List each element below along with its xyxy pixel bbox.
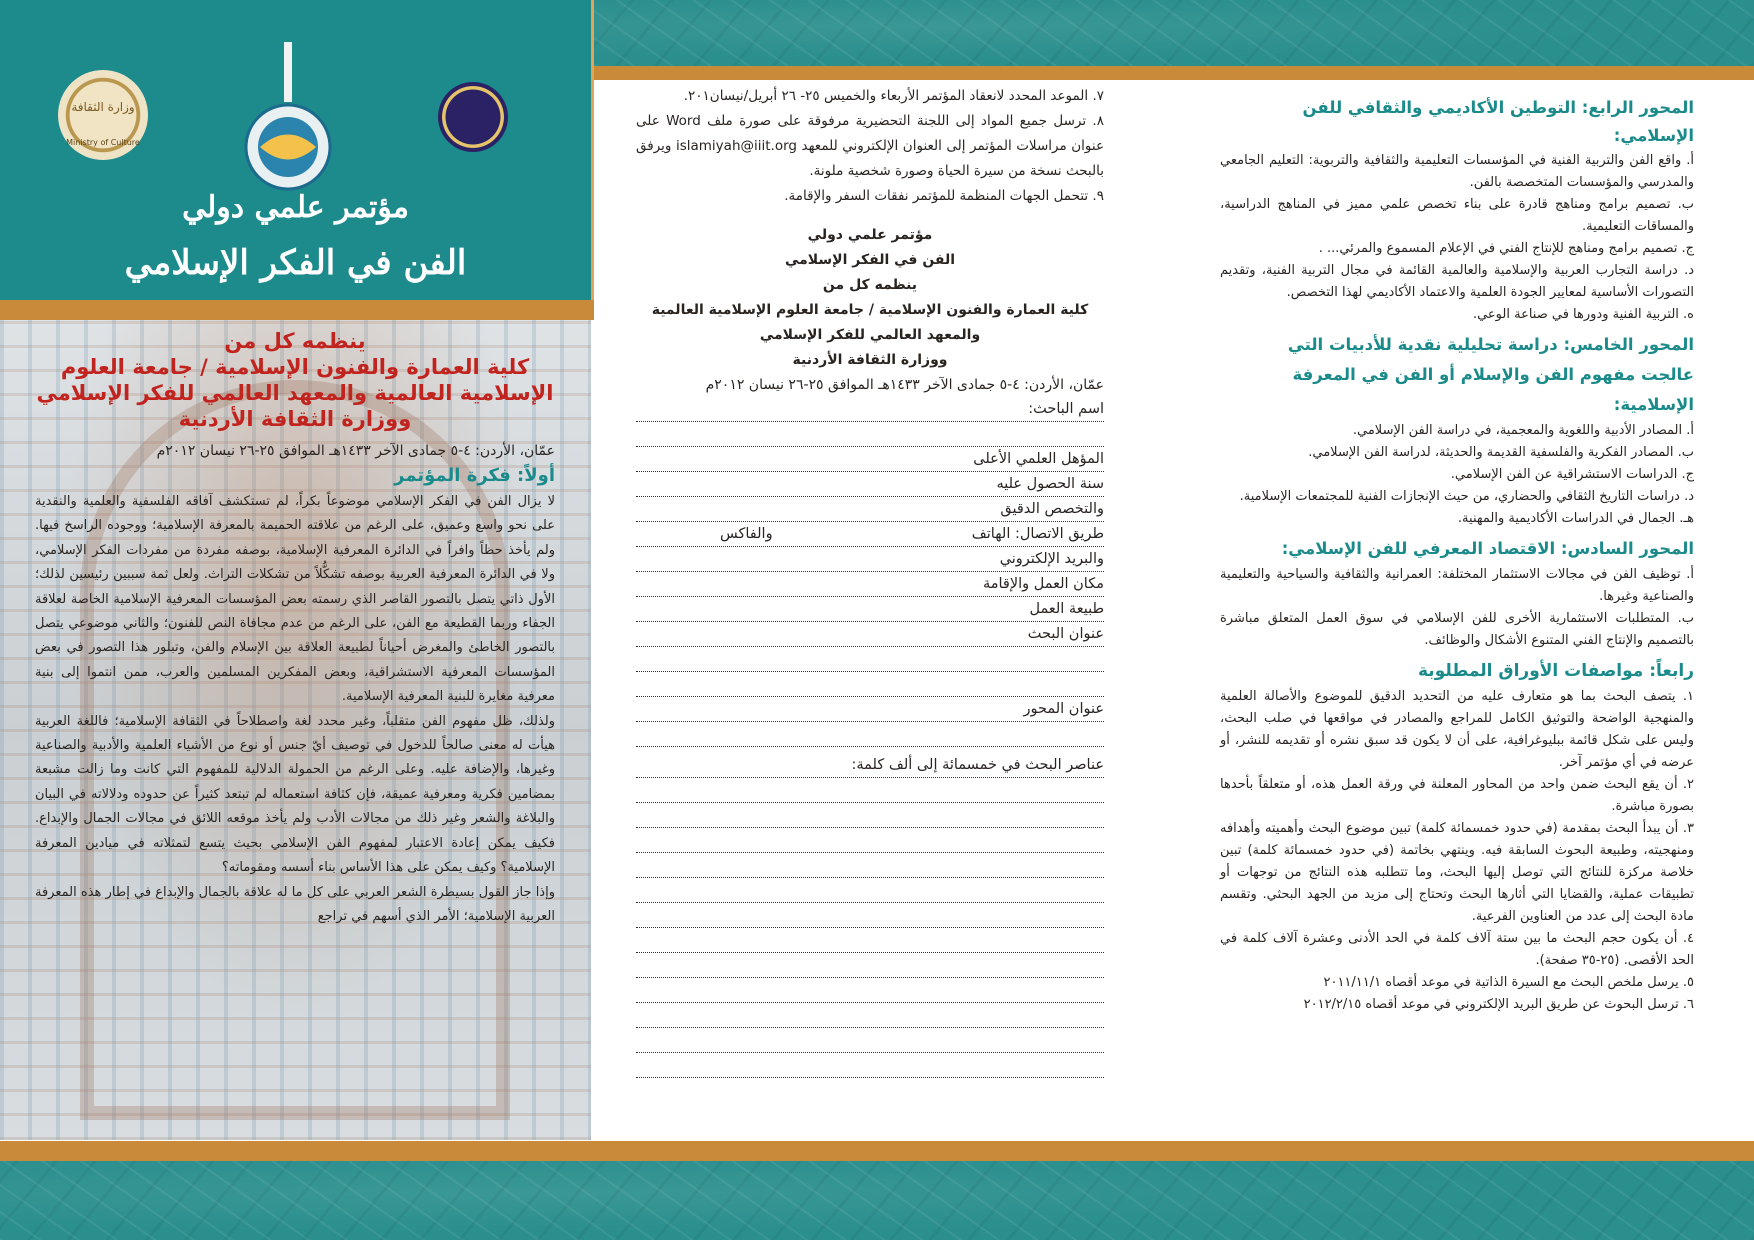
idea-heading: أولاً: فكرة المؤتمر [394,465,555,486]
form-row-specialty[interactable] [636,499,1104,524]
iiit-logo [240,42,336,192]
form-row-blank[interactable] [636,830,1104,855]
papers-item-6: ٦. ترسل البحوث عن طريق البريد الإلكتروني في موعد أقصاه ٢٠١٢/٢/١٥ [1303,997,1694,1012]
registration-form [636,399,1104,1080]
organizers-heading: ينظمه كل من [224,329,366,353]
cover-title-2: الفن في الفكر الإسلامي [124,243,467,283]
papers-item-3: ٣. أن يبدأ البحث بمقدمة (في حدود خمسمائة كلمة) تبين موضوع البحث وأهميته وأهدافه ومنهجيته، وطبيعة البحوث السابقة فيه. وينتهي بخاتمة (في حدود خمسمائة كلمة) تبين خلاصة مركزة للنتائج التي توصل إليها البحث، وما تتطلبه هذه النتائج من توجهات أو تطبيقات عملية، والقضايا التي أثارها البحث وتحتاج إلى مزيد من الجهد البحثي. وتقسم مادة البحث إلى عدد من العناوين الفرعية. [1220,821,1694,924]
cover-title-1: مؤتمر علمي دولي [182,190,409,225]
form-label-year: سنة الحصول عليه [992,476,1104,492]
right-column [1220,94,1694,1016]
form-row-blank[interactable] [636,805,1104,830]
form-label-title: عنوان البحث [1024,626,1104,642]
form-block-heading [636,223,1104,373]
form-row-blank[interactable] [636,955,1104,980]
item-9: ٩. تتحمل الجهات المنظمة للمؤتمر نفقات السفر والإقامة. [784,188,1104,204]
form-block-line-4: كلية العمارة والفنون الإسلامية / جامعة العلوم الإسلامية العالمية [651,302,1089,318]
papers-item-1: ١. يتصف البحث بما هو متعارف عليه من التحديد الدقيق للموضوع والأصالة العلمية والمنهجية الواضحة والتوثيق الكامل للمراجع والمصادر في مواقعها في صلب البحث، وليس على شكل قائمة ببليوغرافية، على أن لا يكون قد سبق نشره أو تقديمه للنشر، أو عرضه في أي مؤتمر آخر. [1220,689,1694,770]
idea-paragraph-1: لا يزال الفن في الفكر الإسلامي موضوعاً بكراً، لم تستكشف آفاقه الفلسفية والعلمية والنقدية على نحو واسع وعميق، على الرغم من علاقته الحميمة بالمعرفة الإسلامية؛ ووجوده الراسخ فيها. ولم يأخذ حظاً وافراً في الدائرة المعرفية الإسلامية، بوصفه مفردة من مفردات الفكر الإسلامي، ولا في الدائرة المعرفية العربية بوصفه تشكُّلاً من تشكلات التراث. ولعل ثمة سببين رئيسين لذلك؛ الأول ذاتي يتصل بالتصور القاصر الذي رسمته بعض المؤسسات المعرفية الإسلامية الخاصة لعلاقة الجفاء وربما القطيعة مع الفن، على الرغم من عدم مجافاة النص للفنون؛ والثاني موضوعي يتصل بالتصور الخاطئ والمغرض أحياناً لطبيعة العلاقة بين الإسلام والفن، وتبلور هذا التصور في بعض المؤسسات المعرفية الاستشراقية، وبعض المفكرين المسلمين والعرب، ممن انتموا إلى بنية معرفية مغايرة للبنية المعرفية الإسلامية. [35,494,555,705]
axis4-title: المحور الرابع: التوطين الأكاديمي والثقافي للفن الإسلامي: [1302,98,1694,145]
form-row-email[interactable] [636,549,1104,574]
bottom-orange-strip [0,1141,1754,1161]
form-row-elements[interactable] [636,755,1104,780]
form-row-blank[interactable] [636,1030,1104,1055]
axis5-item-d: د. دراسات التاريخ الثقافي والحضاري، من حيث الإنجازات الفنية للمجتمعات الإسلامية. [1239,489,1694,504]
form-block-line-5: والمعهد العالمي للفكر الإسلامي [759,327,981,343]
form-row-blank[interactable] [636,724,1104,749]
axis5-title-2: عالجت مفهوم الفن والإسلام أو الفن في المعرفة الإسلامية: [1292,365,1694,414]
top-orange-strip [594,66,1754,80]
organizers-line-2: الإسلامية العالمية والمعهد العالمي للفكر الإسلامي [36,381,554,405]
form-row-blank[interactable] [636,1005,1104,1030]
axis5-item-b: ب. المصادر الفكرية والفلسفية القديمة والحديثة، لدراسة الفن الإسلامي. [1308,445,1694,460]
axis5-item-e: هـ. الجمال في الدراسات الأكاديمية والمهنية. [1457,511,1694,526]
axis4-item-d: د. دراسة التجارب العربية والإسلامية والعالمية القائمة في مجال التربية الفنية، وتقديم التصورات الأساسية لمعايير الجودة العلمية والاعتماد الأكاديمي لهذا التخصص. [1220,263,1694,300]
form-row-year[interactable] [636,474,1104,499]
organizers-line-3: ووزارة الثقافة الأردنية [178,407,412,431]
form-label-name: اسم الباحث: [1024,401,1104,417]
university-logo [438,82,508,152]
left-orange-divider [0,300,594,320]
form-row-blank[interactable] [636,905,1104,930]
form-row-blank[interactable] [636,930,1104,955]
cover-header [0,0,594,300]
axis4-item-b: ب. تصميم برامج ومناهج قادرة على بناء تخصص علمي مميز في المناهج الدراسية، والمساقات التعليمية. [1220,197,1694,234]
idea-paragraph-2: ولذلك، ظل مفهوم الفن متقلباً، وغير محدد لغة واصطلاحاً في الثقافة الإسلامية؛ فاللغة العربية هيأت له معنى صالحاً للدخول في توصيف أيّ جنس أو نوع من الأشياء العلمية والأدبية والصناعية وغيرها، والإضافة عليه. وعلى الرغم من الحمولة الدلالية للمفهوم التي كانت وما زالت مشبعة بمضامين فكرية ومعرفية عميقة، فإن كثافة استعماله لم تبتعد كثيراً عن حدوده ودلالاته في البيان والبلاغة والشعر وغير ذلك من مجالات الأدب ولم يأخذ موقعه اللائق في مجالات الجمال والإبداع. فكيف يمكن إعادة الاعتبار لمفهوم الفن الإسلامي بحيث يتسع لتمثلاته في ميادين المعرفة الإسلامية؟ وكيف يمكن على هذا الأساس بناء أسسه ومقوماته؟ [35,713,555,876]
form-row-blank[interactable] [636,780,1104,805]
form-label-elements: عناصر البحث في خمسمائة إلى ألف كلمة: [848,757,1104,773]
form-block-line-1: مؤتمر علمي دولي [807,227,933,243]
papers-item-2: ٢. أن يقع البحث ضمن واحد من المحاور المعلنة في ورقة العمل هذه، أو متعلقاً بأحدها بصورة مباشرة. [1220,777,1694,814]
form-label-email: والبريد الإلكتروني [996,551,1104,567]
item-8: ٨. ترسل جميع المواد إلى اللجنة التحضيرية مرفوقة على صورة ملف Word على عنوان مراسلات المؤتمر إلى العنوان الإلكتروني للمعهد islamiyah@iiit.org ويرفق بالبحث نسخة من سيرة الحياة وصورة شخصية ملونة. [636,113,1105,179]
form-label-work-nature: طبيعة العمل [1026,601,1104,617]
form-row-blank[interactable] [636,980,1104,1005]
idea-paragraph-3: وإذا جاز القول بسيطرة الشعر العربي على كل ما له علاقة بالجمال والإبداع في إطار هذه المعرفة العربية الإسلامية؛ الأمر الذي أسهم في تراجع [35,884,555,924]
form-label-degree: المؤهل العلمي الأعلى [969,451,1104,467]
form-row-workplace[interactable] [636,574,1104,599]
form-row-degree[interactable] [636,449,1104,474]
axis4-item-e: ه. التربية الفنية ودورها في صناعة الوعي. [1472,307,1694,322]
axis6-title: المحور السادس: الاقتصاد المعرفي للفن الإسلامي: [1281,539,1694,558]
ministry-of-culture-logo: وزارة الثقافة Ministry of Culture [58,70,148,160]
organizers-line-1: كلية العمارة والفنون الإسلامية / جامعة العلوم [60,355,530,379]
axis5-item-a: أ. المصادر الأدبية واللغوية والمعجمية، في دراسة الفن الإسلامي. [1352,423,1694,438]
bottom-pattern-band [0,1161,1754,1240]
cover-date: عمّان، الأردن: ٤-٥ جمادى الآخر ١٤٣٣هـ الموافق ٢٥-٢٦ نيسان ٢٠١٢م [156,443,555,459]
axis4-item-c: ج. تصميم برامج ومناهج للإنتاج الفني في الإعلام المسموع والمرئي... . [1318,241,1694,256]
axis4-item-a: أ. واقع الفن والتربية الفنية في المؤسسات التعليمية والثقافية والتربوية: التعليم الجامعي والمدرسي والمؤسسات المتخصصة بالفن. [1220,153,1694,190]
cover-text [35,328,555,929]
top-pattern-band [594,0,1754,66]
form-row-blank[interactable] [636,880,1104,905]
papers-item-5: ٥. يرسل ملخص البحث مع السيرة الذاتية في موعد أقصاه ٢٠١١/١١/١ [1323,975,1694,990]
form-label-specialty: والتخصص الدقيق [996,501,1104,517]
axis5-title-1: المحور الخامس: دراسة تحليلية نقدية للأدبيات التي [1287,335,1694,354]
middle-column [636,84,1104,1080]
form-row-blank[interactable] [636,649,1104,674]
axis6-item-a: أ. توظيف الفن في مجالات الاستثمار المختلفة: العمرانية والثقافية والسياحية والتعليمية والصناعية وغيرها. [1220,567,1694,604]
form-block-line-2: الفن في الفكر الإسلامي [784,252,956,268]
item-7: ٧. الموعد المحدد لانعقاد المؤتمر الأربعاء والخميس ٢٥- ٢٦ أبريل/نيسان٢٠١. [683,88,1104,104]
form-row-contact[interactable] [636,524,1104,549]
form-block-line-6: ووزارة الثقافة الأردنية [792,352,948,368]
form-row-name[interactable] [636,399,1104,424]
axis6-item-b: ب. المتطلبات الاستثمارية الأخرى للفن الإسلامي في سوق العمل المتعلق مباشرة بالتصميم والإنتاج الفني المتنوع الأشكال والوظائف. [1220,611,1694,648]
papers-item-4: ٤. أن يكون حجم البحث ما بين ستة آلاف كلمة في الحد الأدنى وعشرة آلاف كلمة في الحد الأقصى. (٢٥-٣٥ صفحة). [1220,931,1694,968]
form-label-phone: طريق الاتصال: الهاتف [968,526,1104,542]
form-date: عمّان، الأردن: ٤-٥ جمادى الآخر ١٤٣٣هـ الموافق ٢٥-٢٦ نيسان ٢٠١٢م [705,377,1104,393]
form-label-workplace: مكان العمل والإقامة [979,576,1104,592]
form-row-blank[interactable] [636,424,1104,449]
form-row-blank[interactable] [636,855,1104,880]
form-row-blank[interactable] [636,1055,1104,1080]
form-block-line-3: ينظمه كل من [822,277,918,293]
form-row-work-nature[interactable] [636,599,1104,624]
form-label-fax: والفاكس [716,526,777,542]
papers-title: رابعاً: مواصفات الأوراق المطلوبة [1418,661,1694,681]
form-row-title[interactable] [636,624,1104,649]
form-row-blank[interactable] [636,674,1104,699]
axis5-item-c: ج. الدراسات الاستشراقية عن الفن الإسلامي. [1450,467,1694,482]
form-row-axis[interactable] [636,699,1104,724]
form-label-axis: عنوان المحور [1020,701,1105,717]
